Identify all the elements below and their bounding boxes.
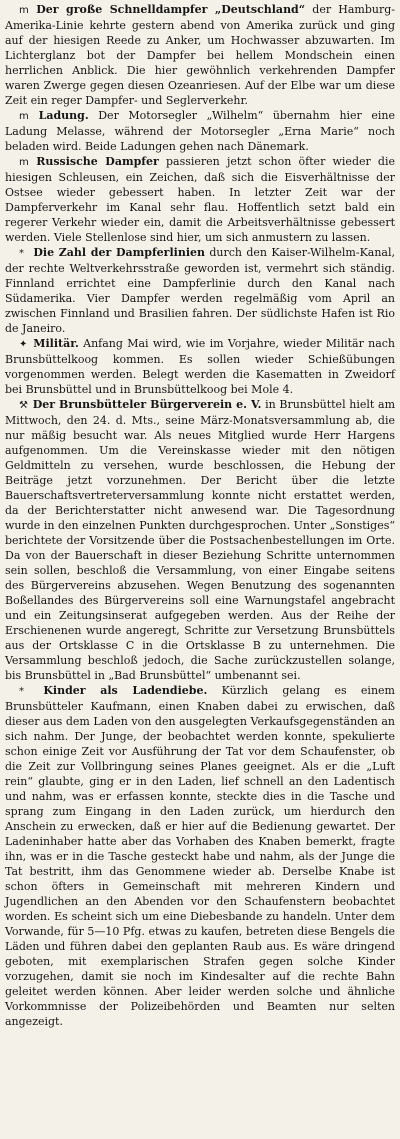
item-body: Anfang Mai wird, wie im Vorjahre, wieder Militär nach Brunsbüttelkoog kommen. Es sollen wieder Schießübungen vorgenommen werden. Belegt werden die Kasematten in Zweidorf bei Brunsbüttel und in Brunsbüttelkoog bei Mole 4. <box>5 337 396 396</box>
item-body: Kürzlich gelang es einem Brunsbütteler Kaufmann, einen Knaben dabei zu erwischen, daß dieser aus dem Laden von den ausgelegten Verkaufsgegenständen an sich nahm. Der Junge, der beobachtet werden konnte, spekulierte schon einige Zeit vor Ausführung der Tat vor dem Schaufenster, ob die Zeit zur Vollbringung seines Planes geeignet. Als er die „Luft rein“ glaubte, ging er in den Laden, lief schnell an den Ladentisch und nahm, was er erfassen konnte, steckte dies in die Tasche und sprang zum Eingang in den Laden zurück, um hierdurch den Anschein zu erwecken, daß er hier auf die Bedienung gewartet. Der Ladeninhaber hatte aber das Vorhaben des Knaben bemerkt, fragte ihn, was er in die Tasche gesteckt habe und nahm, als der Junge die Tat bestritt, ihm das Genommene wieder ab. Derselbe Knabe ist schon öfters in Gemeinschaft mit mehreren Kindern und Jugendlichen an den Abenden vor den Schaufenstern beobachtet worden. Es scheint sich um eine Diebesbande zu handeln. Unter dem Vorwande, für 5—10 Pfg. etwas zu kaufen, betreten diese Bengels die Läden und führen dabei den geplanten Raub aus. Es wäre dringend geboten, mit exemplarischen Strafen gegen solche Kinder vorzugehen, damit sie noch im Kindesalter auf die rechte Bahn geleitet werden können. Aber leider werden solche und ähnliche Vorkommnisse der Polizeibehörden und Beamten nur selten angezeigt. <box>5 684 395 1028</box>
item-marker: m <box>19 111 29 122</box>
item-marker: ⚒ <box>19 400 28 411</box>
news-item-military <box>5 336 395 397</box>
item-marker: m <box>19 5 29 16</box>
item-body: in Brunsbüttel hielt am Mittwoch, den 24. d. Mts., seine März-Monatsversammlung ab, die nur mäßig besucht war. Als neues Mitglied wurde Herr Hargens aufgenommen. Um die Vereinskasse wieder mit den nötigen Geldmitteln zu versehen, wurde beschlossen, die Hebung der Beiträge jetzt vorzunehmen. Der Bericht über die letzte Bauerschaftsvertreterversammlung konnte nicht erstattet werden, da der Berichterstatter nicht anwesend war. Die Tagesordnung wurde in den einzelnen Punkten durchgesprochen. Unter „Sonstiges“ berichtete der Vorsitzende über die Postsachenbestellungen im Orte. Da von der Bauerschaft in dieser Beziehung Schritte unternommen sein sollen, beschloß die Versammlung, von einer Eingabe seitens des Bürgervereins abzusehen. Wegen Benutzung des sogenannten Boßellandes des Bürgervereins soll eine Warnungstafel angebracht und ein Zeitungsinserat aufgegeben werden. Aus der Reihe der Erschienenen wurde angeregt, Schritte zur Versetzung Brunsbüttels aus der Ortsklasse C in die Ortsklasse B zu unternehmen. Die Versammlung beschloß jedoch, die Sache zurückzustellen solange, bis Brunsbüttel in „Bad Brunsbüttel“ umbenannt sei. <box>5 398 396 682</box>
item-headline: Ladung. <box>38 109 89 122</box>
item-headline: Der Brunsbütteler Bürgerverein e. V. <box>32 398 262 411</box>
item-marker: * <box>19 686 24 697</box>
item-headline: Die Zahl der Dampferlinien <box>33 246 206 259</box>
item-body: der Hamburg-Amerika-Linie kehrte gestern abend von Amerika zurück und ging auf der hiesigen Reede zu Anker, um Hochwasser abzuwarten. Im Lichterglanz bot der Dampfer bei hellem Mondschein einen herrlichen Anblick. Die hier gewöhnlich verkehrenden Dampfer waren Zwerge gegen diesen Ozeanriesen. Auf der Elbe war um diese Zeit ein reger Dampfer- und Seglerverkehr. <box>5 3 396 107</box>
item-marker: ✦ <box>19 339 28 350</box>
news-item-child-shoplifters <box>5 683 395 1029</box>
news-item-citizens-association <box>5 397 395 683</box>
news-item-cargo <box>5 108 395 154</box>
news-item-steamer-deutschland <box>5 2 395 108</box>
item-marker: m <box>19 157 29 168</box>
news-item-russian-steamers <box>5 154 395 245</box>
item-headline: Der große Schnelldampfer „Deutschland“ <box>36 3 306 16</box>
item-headline: Militär. <box>33 337 79 350</box>
item-headline: Kinder als Ladendiebe. <box>43 684 208 697</box>
item-body: Der Motorsegler „Wilhelm“ übernahm hier eine Ladung Melasse, während der Motorsegler „Erna Marie“ noch beladen wird. Beide Ladungen gehen nach Dänemark. <box>5 109 396 153</box>
item-body: passieren jetzt schon öfter wieder die hiesigen Schleusen, ein Zeichen, daß sich die Eisverhältnisse der Ostsee wieder gebessert haben. In letzter Zeit war der Dampferverkehr im Kanal sehr flau. Hoffentlich setzt bald ein regerer Verkehr wieder ein, damit die Arbeitsverhältnisse gebessert werden. Viele Stellenlose sind hier, um sich anmustern zu lassen. <box>5 155 395 244</box>
news-item-steamer-lines <box>5 245 395 336</box>
item-body: durch den Kaiser-Wilhelm-Kanal, der rechte Weltverkehrsstraße geworden ist, vermehrt sich ständig. Finnland errichtet eine Dampferlinie durch den Kanal nach Südamerika. Vier Dampfer werden regelmäßig vom April an zwischen Finnland und Brasilien fahren. Der südlichste Hafen ist Rio de Janeiro. <box>5 246 396 335</box>
item-headline: Russische Dampfer <box>36 155 159 168</box>
item-marker: * <box>19 248 24 259</box>
